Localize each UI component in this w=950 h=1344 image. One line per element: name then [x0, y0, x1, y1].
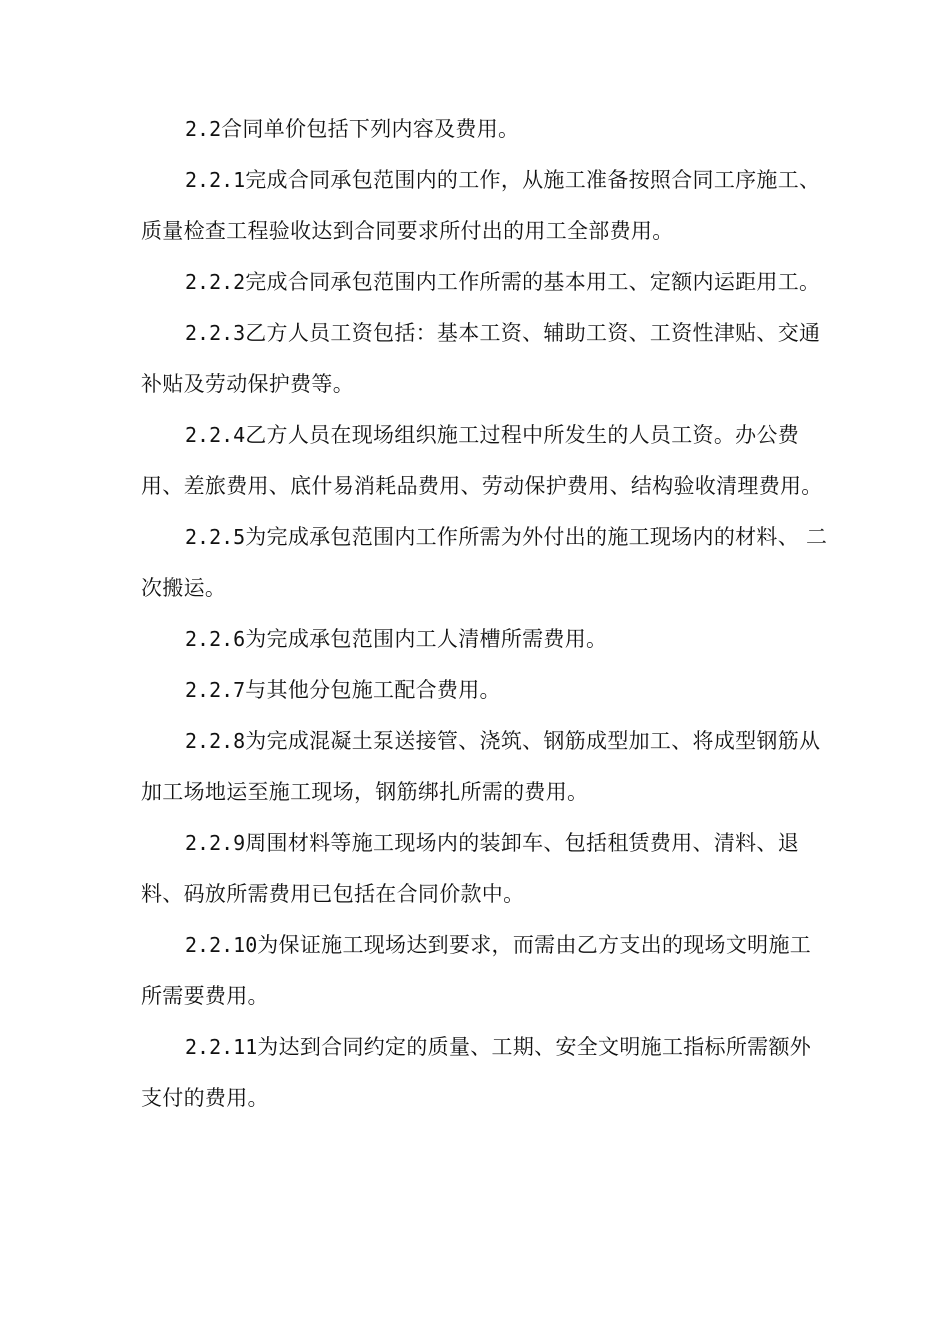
clause-text: 为保证施工现场达到要求，而需由乙方支出的现场文明施工所需要费用。	[141, 933, 812, 1008]
clause-text: 乙方人员工资包括：基本工资、辅助工资、工资性津贴、交通补贴及劳动保护费等。	[141, 321, 821, 396]
clause-number: 2.2.9	[185, 831, 246, 855]
clause-number: 2.2.2	[185, 270, 246, 294]
clause-number: 2.2.6	[185, 627, 246, 651]
clause-text: 合同单价包括下列内容及费用。	[221, 117, 520, 141]
paragraph-2-2-11	[141, 1022, 831, 1124]
clause-text: 完成合同承包范围内工作所需的基本用工、定额内运距用工。	[245, 270, 821, 294]
clause-text: 周围材料等施工现场内的装卸车、包括租赁费用、清料、退料、码放所需费用已包括在合同价款中。	[141, 831, 800, 906]
paragraph-2-2-1	[141, 155, 831, 257]
clause-number: 2.2.1	[185, 168, 246, 192]
clause-number: 2.2.11	[185, 1035, 258, 1059]
clause-text: 为达到合同约定的质量、工期、安全文明施工指标所需额外支付的费用。	[141, 1035, 812, 1110]
clause-text: 与其他分包施工配合费用。	[245, 678, 501, 702]
clause-text: 为完成承包范围内工作所需为外付出的施工现场内的材料、 二次搬运。	[141, 525, 828, 600]
clause-number: 2.2.5	[185, 525, 246, 549]
document-body	[141, 104, 831, 1124]
clause-number: 2.2.7	[185, 678, 246, 702]
paragraph-2-2-7	[141, 665, 831, 716]
paragraph-2-2-9	[141, 818, 831, 920]
paragraph-2-2-10	[141, 920, 831, 1022]
paragraph-2-2-3	[141, 308, 831, 410]
paragraph-2-2-5	[141, 512, 831, 614]
clause-number: 2.2.10	[185, 933, 258, 957]
paragraph-2-2-4	[141, 410, 831, 512]
clause-number: 2.2.3	[185, 321, 246, 345]
paragraph-2-2	[141, 104, 831, 155]
clause-number: 2.2	[185, 117, 222, 141]
paragraph-2-2-2	[141, 257, 831, 308]
clause-text: 乙方人员在现场组织施工过程中所发生的人员工资。办公费用、差旅费用、底什易消耗品费用、劳动保护费用、结构验收清理费用。	[141, 423, 823, 498]
clause-text: 为完成混凝土泵送接管、浇筑、钢筋成型加工、将成型钢筋从加工场地运至施工现场，钢筋绑扎所需的费用。	[141, 729, 821, 804]
clause-text: 完成合同承包范围内的工作，从施工准备按照合同工序施工、质量检查工程验收达到合同要求所付出的用工全部费用。	[141, 168, 821, 243]
clause-number: 2.2.8	[185, 729, 246, 753]
paragraph-2-2-8	[141, 716, 831, 818]
clause-number: 2.2.4	[185, 423, 246, 447]
paragraph-2-2-6	[141, 614, 831, 665]
clause-text: 为完成承包范围内工人清槽所需费用。	[245, 627, 608, 651]
